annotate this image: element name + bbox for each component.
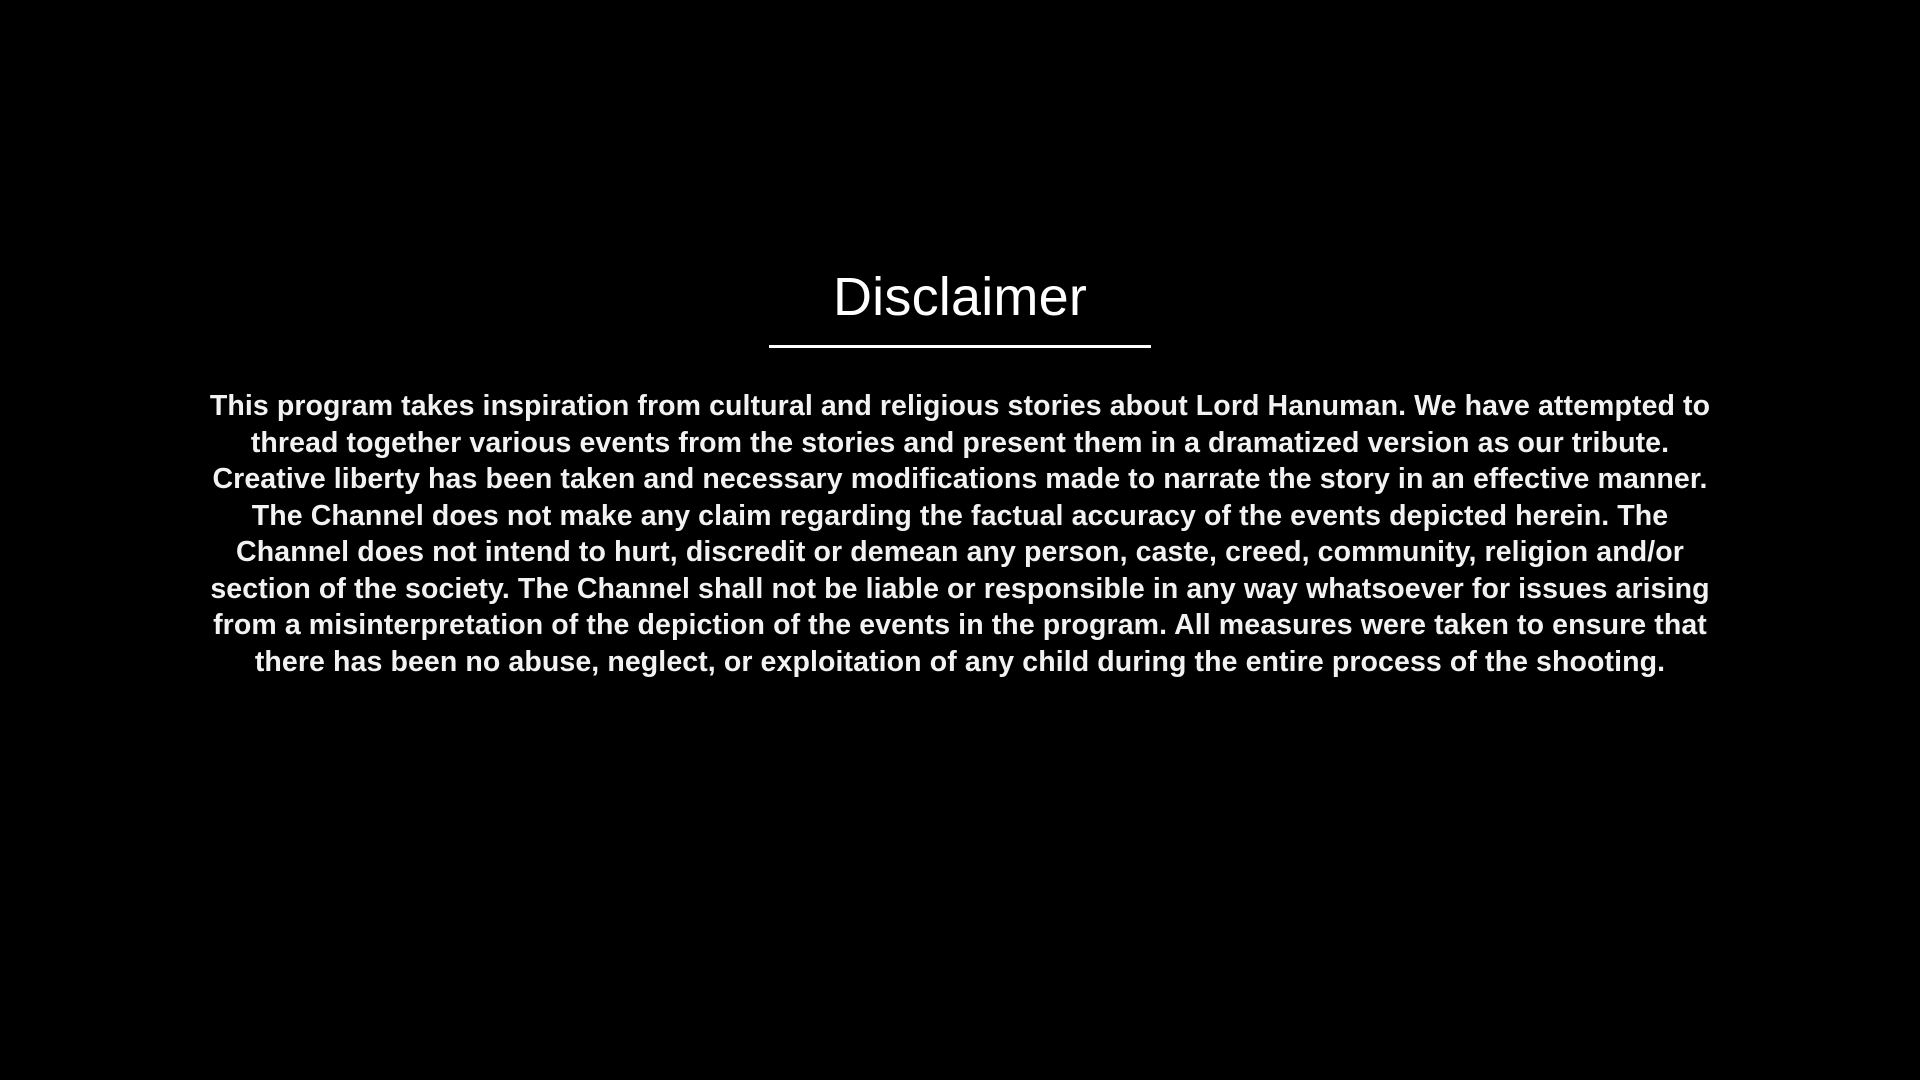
title-divider bbox=[769, 345, 1151, 348]
page-title: Disclaimer bbox=[832, 267, 1088, 327]
disclaimer-body-text: This program takes inspiration from cultural and religious stories about Lord Hanuman. We have attempted to thread together various events from the stories and present them in a dramatized version as our tribute. Creative liberty has been taken and necessary modifications made to narrate the story in an effective manner. The Channel does not make any claim regarding the factual accuracy of the events depicted herein. The Channel does not intend to hurt, discredit or demean any person, caste, creed, community, religion and/or section of the society. The Channel shall not be liable or responsible in any way whatsoever for issues arising from a misinterpretation of the depiction of the events in the program. All measures were taken to ensure that there has been no abuse, neglect, or exploitation of any child during the entire process of the shooting. bbox=[209, 390, 1711, 678]
disclaimer-card bbox=[180, 268, 1740, 680]
